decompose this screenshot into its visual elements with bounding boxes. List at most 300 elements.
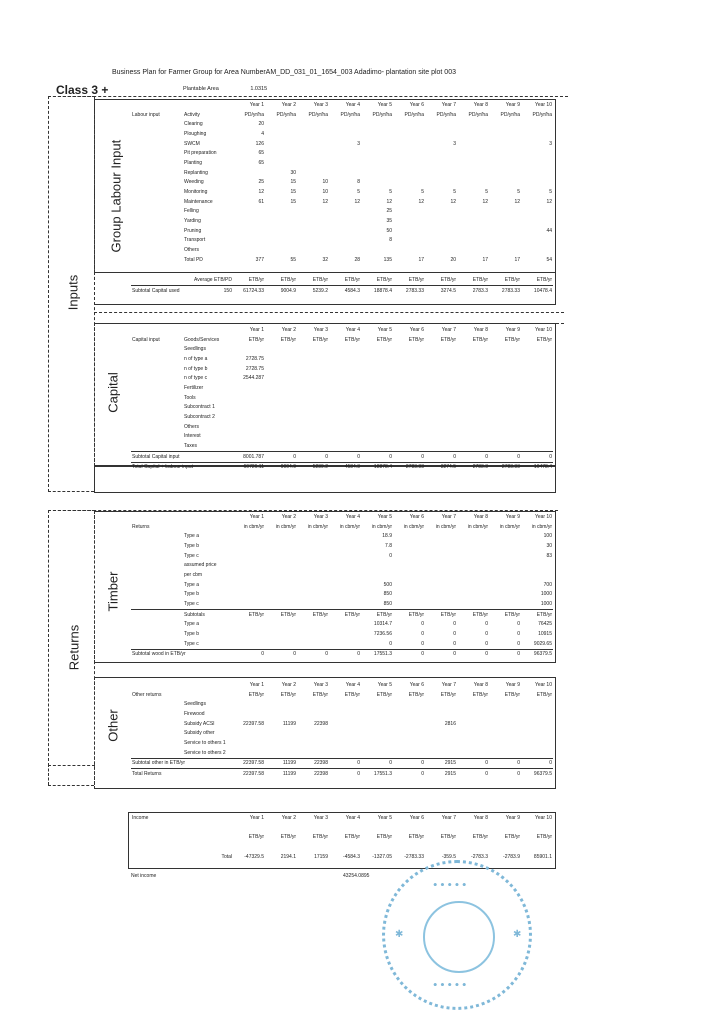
table-cell: 55 bbox=[290, 256, 296, 263]
table-cell bbox=[329, 432, 361, 442]
corner-label: Other returns bbox=[132, 691, 162, 698]
table-cell: 1000 bbox=[540, 601, 552, 608]
row-label: Taxes bbox=[184, 443, 198, 450]
year-header: Year 3 bbox=[313, 681, 328, 688]
capital-table bbox=[131, 325, 553, 472]
table-cell bbox=[393, 699, 425, 709]
header-spacer bbox=[183, 325, 233, 335]
spacer-row bbox=[131, 842, 553, 852]
row-spacer bbox=[131, 590, 183, 600]
unit-header: in cbm/yr bbox=[371, 523, 392, 530]
table-cell bbox=[329, 719, 361, 729]
table-cell bbox=[265, 245, 297, 255]
unit-header: ETB/yr bbox=[536, 336, 552, 343]
table-cell bbox=[297, 441, 329, 451]
table-cell bbox=[393, 168, 425, 178]
table-cell bbox=[361, 158, 393, 168]
summary-cell: 0 bbox=[421, 760, 424, 767]
table-cell bbox=[521, 748, 553, 758]
unit-header: ETB/yr bbox=[408, 276, 424, 283]
unit-header: in cbm/yr bbox=[531, 523, 552, 530]
row-spacer bbox=[131, 119, 183, 129]
table-cell: 12 bbox=[546, 198, 552, 205]
unit-header: ETB/yr bbox=[536, 611, 552, 618]
unit-header: ETB/yr bbox=[408, 336, 424, 343]
table-cell bbox=[489, 364, 521, 374]
row-label: Clearing bbox=[184, 121, 203, 128]
row-label: Tools bbox=[184, 394, 196, 401]
table-cell bbox=[521, 354, 553, 364]
unit-header: ETB/yr bbox=[376, 336, 392, 343]
table-cell bbox=[297, 590, 329, 600]
unit-header: ETB/yr bbox=[376, 691, 392, 698]
unit-header: ETB/yr bbox=[472, 336, 488, 343]
table-cell bbox=[361, 119, 393, 129]
table-cell bbox=[521, 148, 553, 158]
table-cell bbox=[457, 422, 489, 432]
table-cell: 850 bbox=[383, 601, 392, 608]
table-cell bbox=[489, 119, 521, 129]
table-cell bbox=[425, 364, 457, 374]
table-row bbox=[131, 129, 553, 139]
unit-header: ETB/yr bbox=[312, 834, 328, 841]
labour-table bbox=[131, 100, 553, 265]
summary-cell: -2783.9 bbox=[503, 853, 520, 860]
unit-header: ETB/yr bbox=[472, 276, 488, 283]
plantable-area-label: Plantable Area bbox=[183, 86, 219, 92]
table-cell bbox=[489, 719, 521, 729]
row-label: Fertilizer bbox=[184, 384, 204, 391]
year-header: Year 2 bbox=[281, 326, 296, 333]
table-cell bbox=[457, 728, 489, 738]
seal-star-icon: ✱ bbox=[513, 929, 522, 940]
year-header: Year 9 bbox=[505, 681, 520, 688]
table-row bbox=[131, 748, 553, 758]
header-row bbox=[131, 100, 553, 110]
row-label: n of type c bbox=[184, 375, 208, 382]
row-spacer bbox=[131, 207, 183, 217]
row-spacer bbox=[131, 129, 183, 139]
row-spacer bbox=[131, 570, 183, 580]
summary-cell: 0 bbox=[325, 453, 328, 460]
spacer-cell bbox=[329, 842, 361, 852]
spacer-cell bbox=[297, 823, 329, 833]
summary-cell: 0 bbox=[485, 651, 488, 658]
row-label: n of type b bbox=[184, 365, 208, 372]
table-cell bbox=[425, 699, 457, 709]
capital-label: Capital bbox=[105, 372, 121, 413]
table-cell bbox=[361, 139, 393, 149]
table-cell bbox=[297, 639, 329, 649]
table-row bbox=[131, 354, 553, 364]
table-cell bbox=[393, 541, 425, 551]
table-cell bbox=[361, 403, 393, 413]
table-cell bbox=[329, 393, 361, 403]
table-cell: 0 bbox=[517, 621, 520, 628]
row-label: Type a bbox=[184, 533, 200, 540]
table-cell bbox=[457, 719, 489, 729]
table-row bbox=[131, 216, 553, 226]
inputs-label: Inputs bbox=[65, 274, 81, 311]
year-header: Year 9 bbox=[505, 513, 520, 520]
table-cell bbox=[265, 119, 297, 129]
avg-label: Average ETB/PD bbox=[194, 276, 232, 283]
table-cell bbox=[425, 168, 457, 178]
table-cell bbox=[393, 245, 425, 255]
spacer-cell bbox=[265, 823, 297, 833]
summary-cell: 0 bbox=[357, 651, 360, 658]
table-cell bbox=[521, 738, 553, 748]
table-cell bbox=[361, 178, 393, 188]
table-cell bbox=[489, 383, 521, 393]
table-cell bbox=[393, 344, 425, 354]
unit-header: PD/yr/ha bbox=[468, 111, 488, 118]
summary-cell: 22398 bbox=[314, 771, 328, 778]
year-header: Year 4 bbox=[345, 814, 360, 821]
unit-header: in cbm/yr bbox=[339, 523, 360, 530]
row-label: Type b bbox=[184, 591, 200, 598]
spacer-cell bbox=[329, 823, 361, 833]
table-cell bbox=[233, 422, 265, 432]
summary-cell: 0 bbox=[357, 760, 360, 767]
summary-extra bbox=[183, 769, 233, 779]
table-cell bbox=[297, 403, 329, 413]
table-cell bbox=[329, 541, 361, 551]
table-cell: 9029.65 bbox=[533, 640, 552, 647]
table-cell bbox=[393, 422, 425, 432]
table-row bbox=[131, 364, 553, 374]
table-cell bbox=[425, 570, 457, 580]
summary-cell: 3274.5 bbox=[440, 287, 456, 294]
table-cell bbox=[393, 207, 425, 217]
summary-cell: 4584.3 bbox=[344, 287, 360, 294]
table-cell bbox=[265, 129, 297, 139]
summary-cell: 0 bbox=[421, 453, 424, 460]
row-label: Transport bbox=[184, 237, 206, 244]
table-cell: 7236.56 bbox=[373, 631, 392, 638]
row-label: Others bbox=[184, 247, 200, 254]
table-cell: 17 bbox=[482, 256, 488, 263]
table-cell bbox=[457, 383, 489, 393]
unit-header: in cbm/yr bbox=[435, 523, 456, 530]
row-spacer bbox=[131, 580, 183, 590]
header-row bbox=[131, 813, 553, 823]
table-cell bbox=[265, 590, 297, 600]
row-label: Subsidy other bbox=[184, 730, 215, 737]
table-row bbox=[131, 139, 553, 149]
unit-header: ETB/yr bbox=[248, 834, 264, 841]
table-cell bbox=[457, 119, 489, 129]
table-row bbox=[131, 441, 553, 451]
table-cell: 4 bbox=[261, 130, 264, 137]
row-spacer bbox=[131, 728, 183, 738]
table-cell bbox=[489, 393, 521, 403]
table-cell bbox=[297, 393, 329, 403]
row-spacer bbox=[131, 245, 183, 255]
table-row bbox=[131, 412, 553, 422]
table-cell bbox=[425, 216, 457, 226]
unit-header: in cbm/yr bbox=[403, 523, 424, 530]
table-cell bbox=[489, 441, 521, 451]
header-spacer bbox=[131, 832, 183, 842]
net-income-label: Net income bbox=[131, 873, 157, 879]
table-cell bbox=[329, 403, 361, 413]
summary-cell: 0 bbox=[453, 453, 456, 460]
summary-cell: 0 bbox=[517, 760, 520, 767]
year-header: Year 9 bbox=[505, 101, 520, 108]
subtotals-label: Subtotals bbox=[184, 611, 205, 618]
row-label: n of type a bbox=[184, 355, 208, 362]
summary-cell: -4584.3 bbox=[343, 853, 360, 860]
table-cell bbox=[457, 207, 489, 217]
unit-header: PD/yr/ha bbox=[276, 111, 296, 118]
labour-subtotal-table bbox=[131, 275, 553, 295]
corner-label: Capital input bbox=[132, 336, 160, 343]
table-cell bbox=[233, 216, 265, 226]
table-cell: 15 bbox=[290, 189, 296, 196]
table-cell: 54 bbox=[546, 256, 552, 263]
row-spacer bbox=[131, 719, 183, 729]
table-cell bbox=[233, 168, 265, 178]
unit-header: ETB/yr bbox=[440, 611, 456, 618]
year-header: Year 8 bbox=[473, 513, 488, 520]
table-cell bbox=[265, 432, 297, 442]
table-row bbox=[131, 699, 553, 709]
table-cell bbox=[393, 403, 425, 413]
table-cell bbox=[457, 531, 489, 541]
table-cell bbox=[329, 236, 361, 246]
table-cell: 12 bbox=[482, 198, 488, 205]
table-cell bbox=[489, 373, 521, 383]
table-cell bbox=[425, 207, 457, 217]
row-spacer bbox=[131, 255, 183, 265]
row-spacer bbox=[131, 560, 183, 570]
year-header: Year 6 bbox=[409, 513, 424, 520]
table-cell bbox=[521, 344, 553, 354]
group-labour-label: Group Labour Input bbox=[108, 139, 124, 253]
table-cell bbox=[297, 580, 329, 590]
table-cell bbox=[329, 551, 361, 561]
corner-label: Returns bbox=[132, 523, 150, 530]
table-cell: 1000 bbox=[540, 591, 552, 598]
header-spacer bbox=[183, 512, 233, 522]
table-cell bbox=[297, 709, 329, 719]
table-cell bbox=[425, 245, 457, 255]
unit-header: ETB/yr bbox=[376, 276, 392, 283]
table-cell bbox=[521, 393, 553, 403]
summary-row bbox=[131, 451, 553, 462]
row-spacer bbox=[131, 226, 183, 236]
table-row bbox=[131, 590, 553, 600]
table-cell bbox=[489, 148, 521, 158]
table-cell bbox=[233, 344, 265, 354]
table-cell bbox=[425, 148, 457, 158]
row-label: SWCM bbox=[184, 140, 200, 147]
table-cell bbox=[489, 728, 521, 738]
summary-label: Subtotal Capital used bbox=[132, 287, 180, 294]
table-cell bbox=[297, 560, 329, 570]
header-corner bbox=[131, 680, 183, 690]
header-spacer bbox=[131, 609, 183, 619]
table-cell: 8 bbox=[389, 237, 392, 244]
table-cell bbox=[329, 580, 361, 590]
table-cell bbox=[521, 422, 553, 432]
row-spacer bbox=[131, 441, 183, 451]
table-cell: 5 bbox=[357, 189, 360, 196]
table-row bbox=[131, 255, 553, 265]
table-cell bbox=[297, 245, 329, 255]
table-cell bbox=[521, 560, 553, 570]
unit-header: ETB/yr bbox=[312, 611, 328, 618]
table-cell bbox=[393, 373, 425, 383]
table-cell bbox=[297, 531, 329, 541]
table-cell bbox=[233, 551, 265, 561]
table-cell bbox=[393, 570, 425, 580]
table-cell bbox=[425, 158, 457, 168]
spacer-cell bbox=[361, 823, 393, 833]
table-cell bbox=[457, 364, 489, 374]
table-cell bbox=[393, 441, 425, 451]
table-row bbox=[131, 207, 553, 217]
table-cell: 5 bbox=[421, 189, 424, 196]
table-row bbox=[131, 197, 553, 207]
unit-header: ETB/yr bbox=[344, 276, 360, 283]
table-cell bbox=[361, 393, 393, 403]
unit-header: ETB/yr bbox=[536, 834, 552, 841]
summary-cell: 17551.3 bbox=[373, 771, 392, 778]
unit-header: ETB/yr bbox=[376, 834, 392, 841]
table-cell: 20 bbox=[258, 121, 264, 128]
table-cell bbox=[489, 354, 521, 364]
summary-cell: 0 bbox=[421, 651, 424, 658]
table-cell bbox=[393, 129, 425, 139]
table-cell bbox=[361, 748, 393, 758]
table-cell: 0 bbox=[485, 640, 488, 647]
table-cell bbox=[425, 441, 457, 451]
summary-extra: Total bbox=[221, 853, 232, 860]
summary-cell: 2915 bbox=[444, 760, 456, 767]
unit-header: ETB/yr bbox=[408, 834, 424, 841]
table-cell bbox=[457, 412, 489, 422]
plantable-area-value: 1.0315 bbox=[250, 86, 268, 92]
row-spacer bbox=[131, 709, 183, 719]
table-cell bbox=[489, 709, 521, 719]
table-cell bbox=[265, 709, 297, 719]
table-cell bbox=[297, 541, 329, 551]
year-header: Year 4 bbox=[345, 101, 360, 108]
summary-cell: 0 bbox=[517, 453, 520, 460]
unit-header: ETB/yr bbox=[344, 691, 360, 698]
table-cell bbox=[329, 373, 361, 383]
year-header: Year 7 bbox=[441, 513, 456, 520]
table-cell bbox=[265, 629, 297, 639]
year-header: Year 1 bbox=[249, 681, 264, 688]
spacer-cell bbox=[425, 842, 457, 852]
row-label: Total PD bbox=[184, 256, 203, 263]
unit-header: ETB/yr bbox=[312, 276, 328, 283]
summary-cell: 2783.3 bbox=[472, 287, 488, 294]
summary-row bbox=[131, 649, 553, 659]
year-header: Year 2 bbox=[281, 814, 296, 821]
unit-header: in cbm/yr bbox=[499, 523, 520, 530]
table-cell bbox=[233, 639, 265, 649]
summary-cell: 0 bbox=[549, 760, 552, 767]
table-cell bbox=[425, 599, 457, 609]
table-cell bbox=[425, 422, 457, 432]
table-cell: 5 bbox=[549, 189, 552, 196]
summary-cell: 0 bbox=[453, 651, 456, 658]
summary-label bbox=[131, 852, 183, 862]
unit-header: ETB/yr bbox=[248, 336, 264, 343]
summary-cell: 0 bbox=[261, 651, 264, 658]
table-cell bbox=[393, 709, 425, 719]
table-cell: 3 bbox=[357, 140, 360, 147]
table-cell: 5 bbox=[453, 189, 456, 196]
year-header: Year 7 bbox=[441, 101, 456, 108]
summary-cell: 0 bbox=[549, 453, 552, 460]
table-cell bbox=[489, 245, 521, 255]
table-cell bbox=[457, 580, 489, 590]
table-row bbox=[131, 393, 553, 403]
table-cell bbox=[361, 699, 393, 709]
table-cell bbox=[233, 531, 265, 541]
table-cell bbox=[233, 699, 265, 709]
summary-label: Subtotal other in ETB/yr bbox=[132, 760, 186, 767]
other-label: Other bbox=[105, 709, 121, 742]
row-spacer bbox=[131, 168, 183, 178]
table-cell: 18.9 bbox=[382, 533, 392, 540]
table-cell bbox=[329, 629, 361, 639]
table-cell bbox=[489, 178, 521, 188]
summary-extra: 150 bbox=[223, 287, 232, 294]
row-label: Seedlings bbox=[184, 701, 206, 708]
row-label: per cbm bbox=[184, 571, 203, 578]
row-label: Subsidy ACSI bbox=[184, 720, 215, 727]
table-cell bbox=[393, 728, 425, 738]
spacer-cell bbox=[297, 842, 329, 852]
spacer-row bbox=[131, 823, 553, 833]
header-row bbox=[131, 110, 553, 120]
table-cell bbox=[233, 432, 265, 442]
table-cell bbox=[521, 216, 553, 226]
year-header: Year 5 bbox=[377, 101, 392, 108]
table-cell: 30 bbox=[290, 169, 296, 176]
spacer-cell bbox=[183, 823, 233, 833]
table-row bbox=[131, 738, 553, 748]
table-cell: 100 bbox=[543, 533, 552, 540]
year-header: Year 1 bbox=[249, 101, 264, 108]
unit-header: in cbm/yr bbox=[243, 523, 264, 530]
table-cell: 10314.7 bbox=[373, 621, 392, 628]
table-cell: 700 bbox=[543, 581, 552, 588]
table-cell bbox=[489, 699, 521, 709]
row-spacer bbox=[131, 738, 183, 748]
unit-header: ETB/yr bbox=[440, 336, 456, 343]
table-cell bbox=[457, 168, 489, 178]
table-cell bbox=[297, 119, 329, 129]
row-label: Type c bbox=[184, 640, 199, 647]
summary-cell: 61724.33 bbox=[243, 287, 264, 294]
class-label: Class 3 + bbox=[56, 83, 109, 97]
header-row bbox=[131, 275, 553, 285]
table-cell bbox=[425, 403, 457, 413]
table-cell bbox=[297, 364, 329, 374]
unit-header: ETB/yr bbox=[472, 834, 488, 841]
spacer-cell bbox=[425, 823, 457, 833]
table-cell bbox=[297, 158, 329, 168]
unit-header: in cbm/yr bbox=[467, 523, 488, 530]
table-cell bbox=[329, 168, 361, 178]
